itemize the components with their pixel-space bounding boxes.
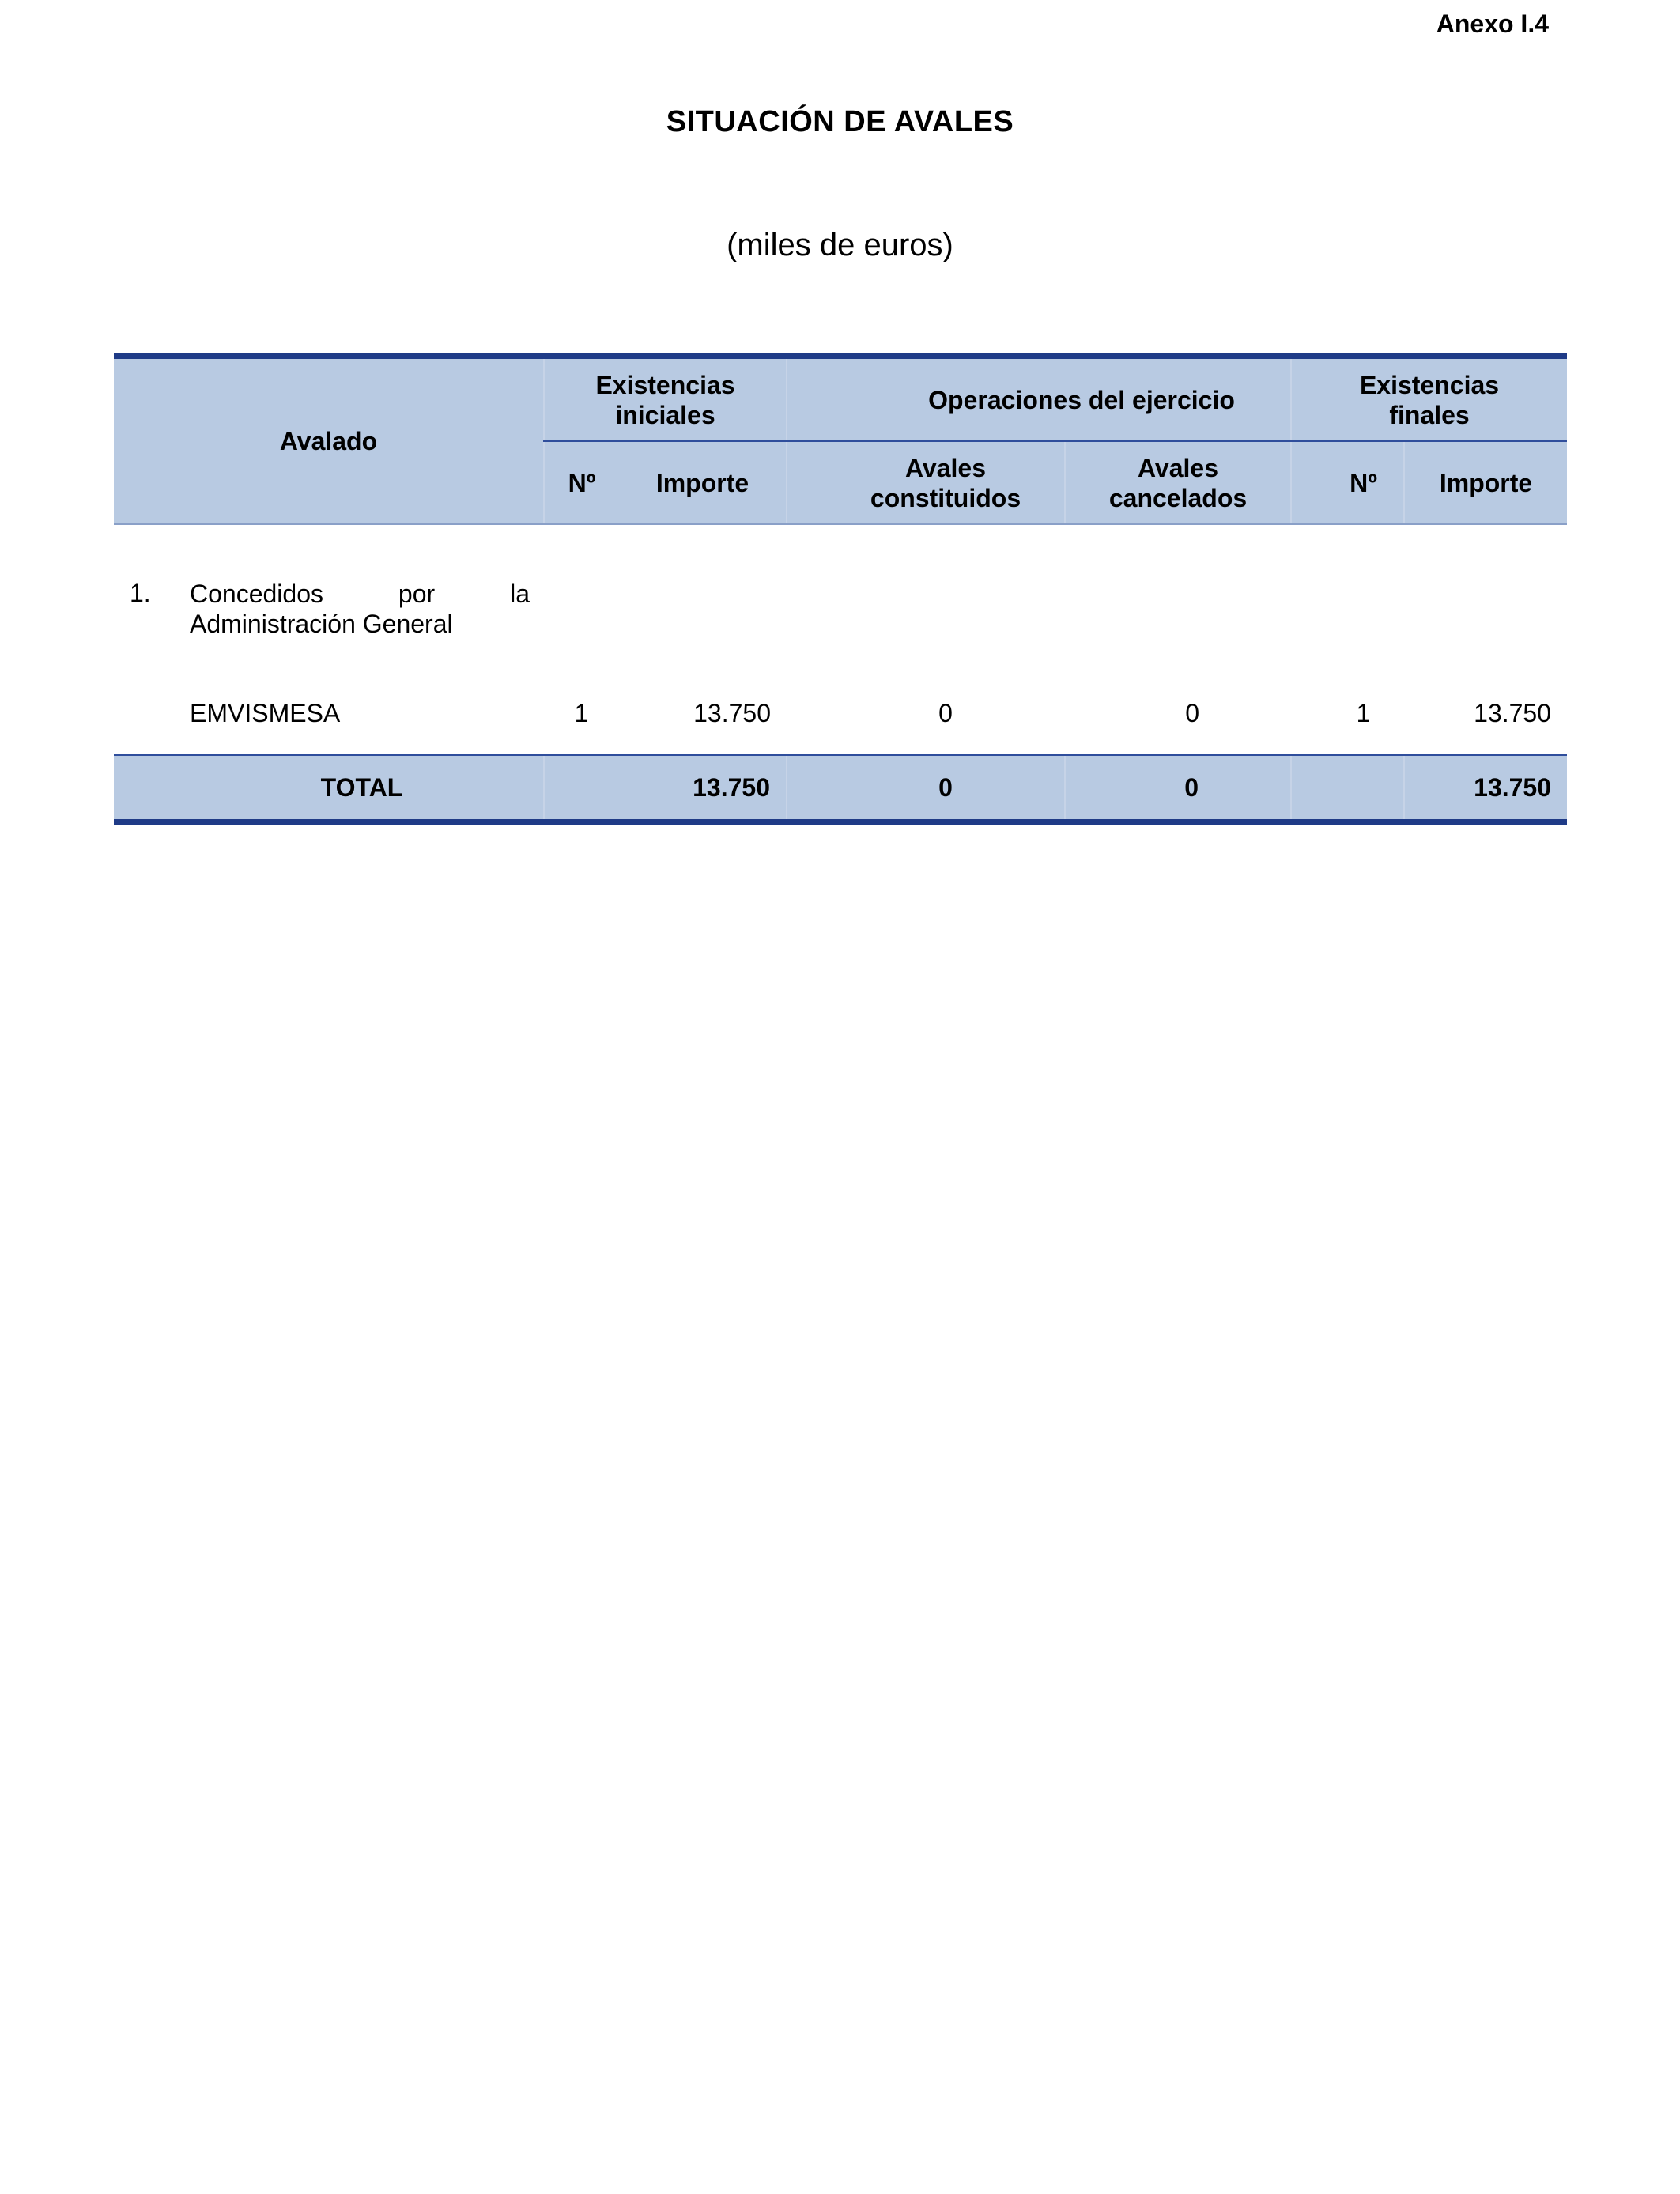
- header-avalado: Avalado: [114, 357, 544, 525]
- table-body: [114, 524, 1567, 755]
- group-text: [190, 579, 530, 639]
- header-existencias-finales: [1291, 357, 1567, 442]
- row-avales-cancelados: 0: [1185, 698, 1200, 727]
- group-text-line2: Administración General: [190, 610, 453, 638]
- row-importe-final: 13.750: [1474, 698, 1552, 727]
- group-word-2: por: [398, 580, 436, 608]
- avales-table: [114, 353, 1567, 825]
- total-importe-inicial: 13.750: [619, 755, 787, 822]
- total-avales-constituidos: 0: [787, 755, 1065, 822]
- avales-table-container: [114, 353, 1567, 825]
- header-avales-constituidos-text: Avales constituidos: [870, 453, 1021, 512]
- header-operaciones: Operaciones del ejercicio: [787, 357, 1291, 442]
- group-empty-cells: [544, 572, 1567, 682]
- header-avales-cancelados: [1065, 441, 1291, 524]
- row-n-inicial: 1: [574, 698, 589, 727]
- row-n-final: 1: [1356, 698, 1371, 727]
- table-gap: [114, 745, 1567, 755]
- page-title: SITUACIÓN DE AVALES: [666, 105, 1014, 138]
- row-importe-inicial: 13.750: [693, 698, 771, 727]
- header-n-final: Nº: [1291, 441, 1404, 524]
- page-subtitle: (miles de euros): [727, 228, 953, 262]
- table-header: [114, 357, 1567, 525]
- header-n-inicial: Nº: [544, 441, 619, 524]
- table-spacer: [114, 524, 1567, 572]
- group-text-line1: [190, 579, 530, 609]
- group-label-cell: [114, 572, 544, 682]
- header-existencias-iniciales: [544, 357, 787, 442]
- group-word-3: la: [510, 580, 530, 608]
- header-importe-inicial: Importe: [619, 441, 787, 524]
- total-row: [114, 755, 1567, 822]
- group-word-1: Concedidos: [190, 580, 323, 608]
- total-avales-cancelados: 0: [1065, 755, 1291, 822]
- header-avales-cancelados-text: Avales cancelados: [1108, 453, 1248, 512]
- total-n-inicial: [544, 755, 619, 822]
- header-importe-final: Importe: [1404, 441, 1567, 524]
- total-n-final: [1291, 755, 1404, 822]
- total-importe-final: 13.750: [1404, 755, 1567, 822]
- row-avales-constituidos: 0: [938, 698, 953, 727]
- header-existencias-iniciales-text: Existencias iniciales: [595, 370, 735, 429]
- table-row: [114, 682, 1567, 745]
- group-label: [114, 579, 544, 639]
- header-existencias-finales-text: Existencias finales: [1359, 370, 1500, 429]
- table-footer: [114, 755, 1567, 822]
- total-label: TOTAL: [114, 755, 544, 822]
- group-row: [114, 572, 1567, 682]
- annex-label: Anexo I.4: [1436, 9, 1549, 38]
- group-number: 1.: [130, 579, 151, 607]
- header-avales-constituidos: [787, 441, 1065, 524]
- row-avalado: EMVISMESA: [190, 698, 341, 727]
